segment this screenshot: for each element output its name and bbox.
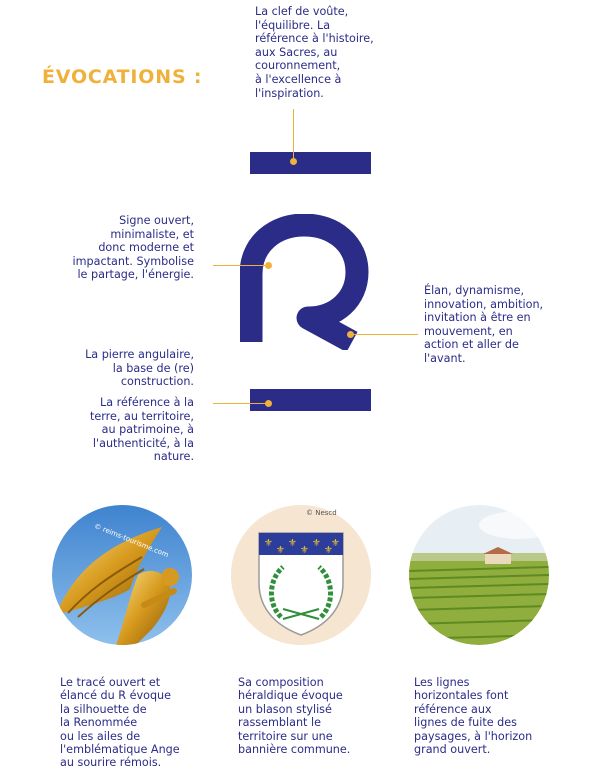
leader-dot-top [290, 158, 297, 165]
angel-photo [52, 505, 192, 645]
blason-photo [231, 505, 371, 645]
vineyard-photo [409, 505, 549, 645]
svg-text:⚜: ⚜ [276, 545, 285, 556]
logo-top-bar [250, 152, 371, 174]
annotation-top: La clef de voûte, l'équilibre. La référence à l'histoire, aux Sacres, au couronnement, à l'excellence à l'inspiration. [255, 5, 374, 100]
svg-text:⚜: ⚜ [264, 538, 273, 549]
svg-text:⚜: ⚜ [288, 538, 297, 549]
caption-blason: Sa composition héraldique évoque un blason stylisé rassemblant le territoire sur une bannière commune. [238, 676, 351, 757]
svg-text:⚜: ⚜ [300, 545, 309, 556]
annotation-right: Élan, dynamisme, innovation, ambition, invitation à être en mouvement, en action et aller de l'avant. [424, 284, 544, 365]
leader-line-left-upper [213, 265, 268, 266]
caption-angel: Le tracé ouvert et élancé du R évoque la silhouette de la Renommée ou les ailes de l'emblématique Ange au sourire rémois. [60, 676, 180, 770]
leader-line-top [293, 109, 294, 161]
annotation-left-upper: Signe ouvert, minimaliste, et donc moderne et impactant. Symbolise le partage, l'énergie. [72, 214, 194, 282]
leader-dot-left-lower [265, 400, 272, 407]
leader-line-left-lower [213, 403, 268, 404]
svg-text:⚜: ⚜ [331, 538, 340, 549]
page-title: ÉVOCATIONS : [42, 66, 203, 88]
blason-photo-credit: © Nescd [306, 509, 337, 517]
angel-photo-credit: © reims-tourisme.com [93, 522, 170, 560]
annotation-left-lower-a: La pierre angulaire, la base de (re) construction. [85, 348, 194, 389]
svg-text:⚜: ⚜ [324, 545, 333, 556]
leader-dot-left-upper [265, 262, 272, 269]
leader-line-right [351, 334, 418, 335]
logo-r-shape [240, 214, 390, 350]
annotation-left-lower-b: La référence à la terre, au territoire, au patrimoine, à l'authenticité, à la nature. [89, 396, 194, 464]
svg-text:⚜: ⚜ [312, 538, 321, 549]
caption-vineyard: Les lignes horizontales font référence aux lignes de fuite des paysages, à l'horizon grand ouvert. [414, 676, 533, 757]
leader-dot-right [347, 331, 354, 338]
